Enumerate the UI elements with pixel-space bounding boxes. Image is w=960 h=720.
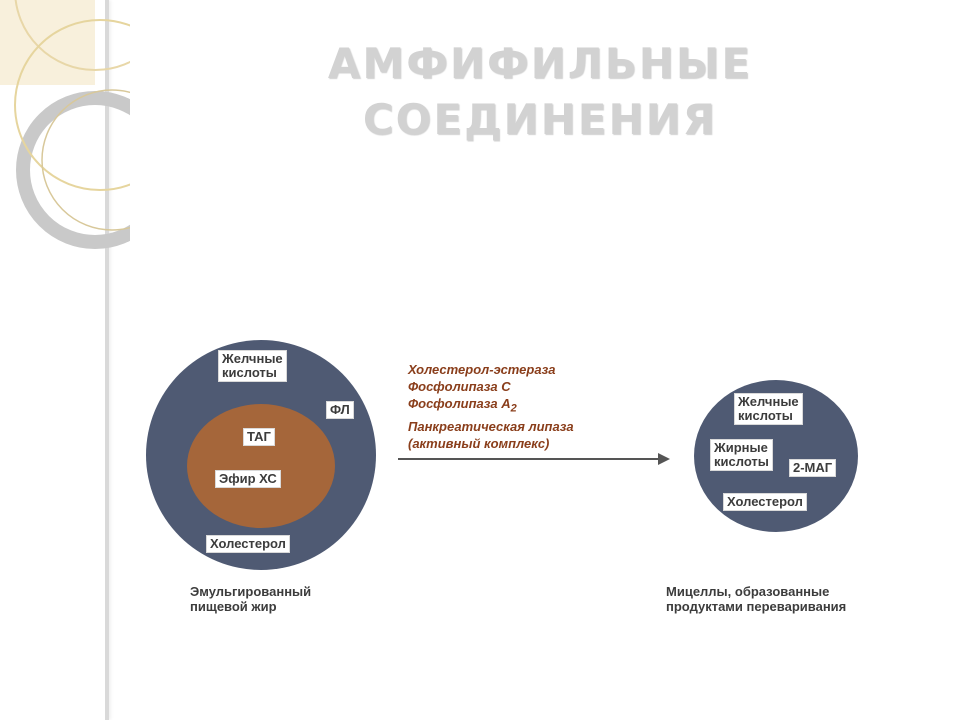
enzyme-phospholipase-c: Фосфолипаза С — [408, 379, 511, 394]
label-cholesterol-left: Холестерол — [206, 535, 290, 553]
label-bile-acids-left-line1: Желчные — [222, 351, 283, 366]
label-fatty-acids-line2: кислоты — [714, 454, 769, 469]
decorative-square — [0, 0, 95, 85]
slide-title — [260, 36, 820, 148]
label-phospholipids: ФЛ — [326, 401, 354, 419]
reaction-arrow-head — [658, 453, 670, 465]
enzyme-list — [408, 361, 574, 452]
label-bile-acids-left — [218, 350, 287, 382]
label-fatty-acids-line1: Жирные — [714, 440, 768, 455]
label-bile-acids-left-line2: кислоты — [222, 365, 277, 380]
label-2-mag: 2-МАГ — [789, 459, 836, 477]
title-line-1: АМФИФИЛЬНЫЕ — [327, 39, 753, 88]
label-cholesterol-ester: Эфир ХС — [215, 470, 281, 488]
enzyme-cholesterol-esterase: Холестерол-эстераза — [408, 362, 556, 377]
caption-emulsified-fat-line1: Эмульгированный — [190, 584, 312, 599]
label-bile-acids-right — [734, 393, 803, 425]
enzyme-pancreatic-lipase: Панкреатическая липаза — [408, 418, 574, 434]
caption-micelles-line1: Мицеллы, образованные — [666, 584, 830, 599]
enzyme-active-complex: (активный комплекс) — [408, 435, 550, 451]
title-line-2: СОЕДИНЕНИЯ — [362, 95, 718, 144]
reaction-arrow-line — [398, 458, 660, 460]
enzyme-phospholipase-a2 — [408, 395, 574, 418]
decorative-circles — [0, 0, 130, 260]
label-tag: ТАГ — [243, 428, 275, 446]
caption-emulsified-fat — [190, 584, 311, 614]
caption-emulsified-fat-line2: пищевой жир — [190, 599, 277, 614]
caption-micelles — [666, 584, 846, 614]
label-fatty-acids — [710, 439, 773, 471]
label-cholesterol-right: Холестерол — [723, 493, 807, 511]
caption-micelles-line2: продуктами переваривания — [666, 599, 847, 614]
label-bile-acids-right-line2: кислоты — [738, 408, 793, 423]
label-bile-acids-right-line1: Желчные — [738, 394, 799, 409]
emulsified-fat-core — [187, 404, 335, 528]
enzyme-phospholipase-a-subscript: 2 — [510, 402, 517, 415]
enzyme-phospholipase-a-text: Фосфолипаза А — [408, 396, 511, 411]
